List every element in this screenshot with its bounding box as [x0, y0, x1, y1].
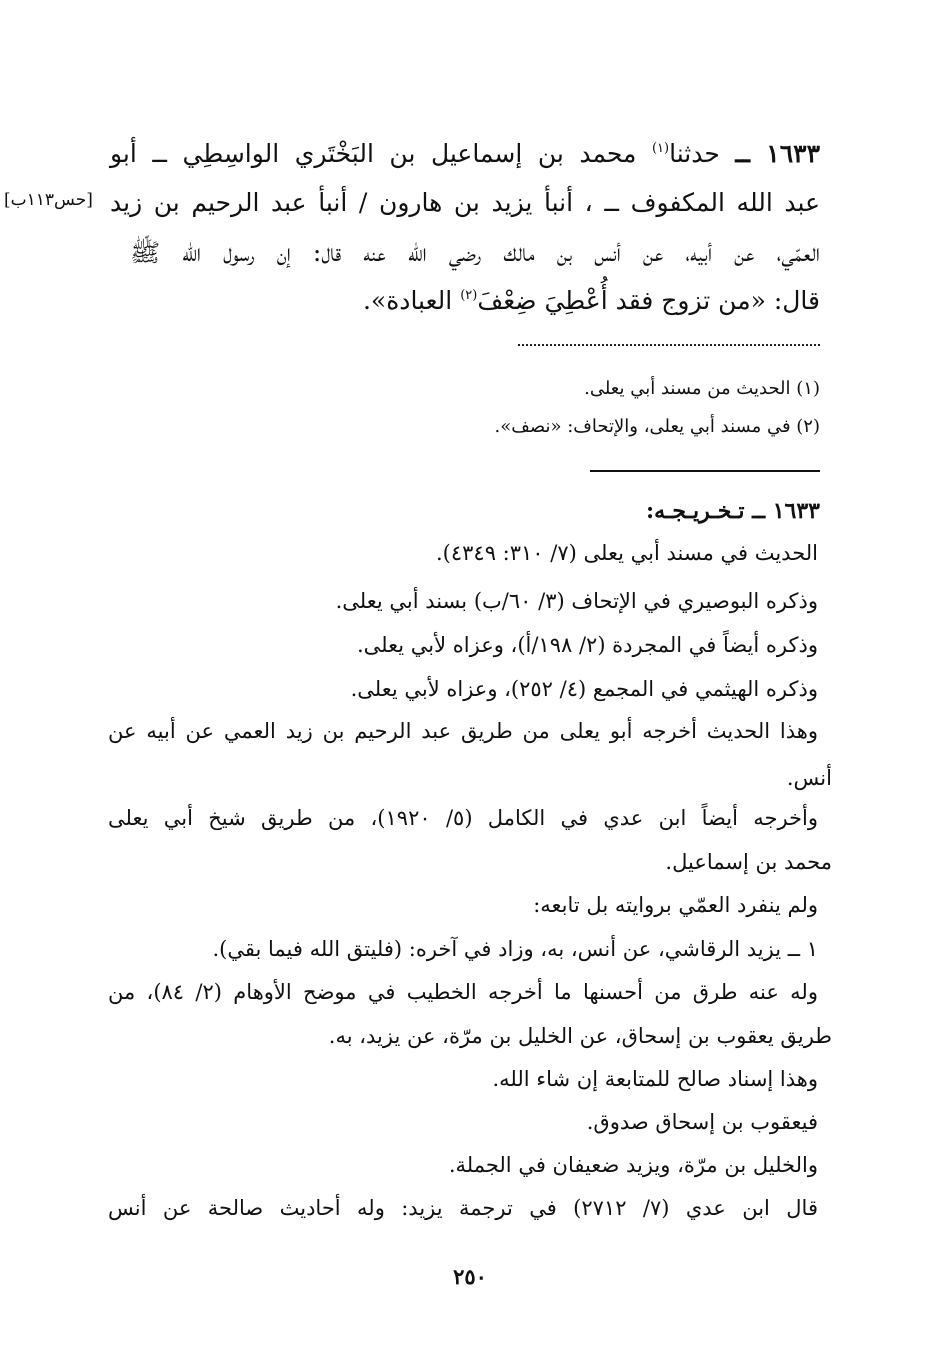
- hadith-line-4: [363, 288, 820, 313]
- takhrij-line: محمد بن إسماعيل.: [665, 850, 832, 874]
- takhrij-line: وهذا الحديث أخرجه أبو يعلى من طريق عبد الرحيم بن زيد العمي عن أبيه عن: [108, 719, 818, 743]
- takhrij-line: أنس.: [786, 766, 832, 790]
- takhrij-line: طريق يعقوب بن إسحاق، عن الخليل بن مرّة، عن يزيد، به.: [328, 1024, 832, 1048]
- takhrij-line: وذكره البوصيري في الإتحاف (٣/ ٦٠/ب) بسند أبي يعلى.: [335, 589, 818, 613]
- section-divider: [590, 470, 820, 472]
- footnote-ref-2: (٢): [460, 288, 478, 303]
- footnote-2: (٢) في مسند أبي يعلى، والإتحاف: «نصف».: [494, 416, 820, 437]
- footnote-separator: [518, 344, 820, 350]
- takhrij-line: وذكره أيضاً في المجردة (٢/ ١٩٨/أ)، وعزاه لأبي يعلى.: [356, 633, 818, 657]
- takhrij-line: وذكره الهيثمي في المجمع (٤/ ٢٥٢)، وعزاه لأبي يعلى.: [350, 677, 818, 701]
- hadith-line-2: عبد الله المكفوف ــ ، أنبأ يزيد بن هارون / أنبأ عبد الرحيم بن زيد: [110, 188, 820, 217]
- takhrij-line: وهذا إسناد صالح للمتابعة إن شاء الله.: [492, 1067, 818, 1091]
- hadith-line-3: العمّي، عن أبيه، عن أنس بن مالك رضي الله عنه قال: إن رسول الله ﷺ: [130, 238, 820, 267]
- takhrij-line: والخليل بن مرّة، ويزيد ضعيفان في الجملة.: [448, 1153, 818, 1177]
- takhrij-line: ١ ــ يزيد الرقاشي، عن أنس، به، وزاد في آخره: (فليتق الله فيما بقي).: [212, 937, 818, 961]
- hadith-number: ١٦٣٣ ــ: [735, 139, 820, 168]
- hadith-line-4-a: قال: «من تزوج فقد أُعْطِيَ ضِعْفَ: [477, 286, 820, 315]
- footnote-1: (١) الحديث من مسند أبي يعلى.: [584, 378, 820, 399]
- takhrij-line: الحديث في مسند أبي يعلى (٧/ ٣١٠: ٤٣٤٩).: [435, 541, 818, 565]
- takhrij-line: وله عنه طرق من أحسنها ما أخرجه الخطيب في موضح الأوهام (٢/ ٨٤)، من: [108, 980, 818, 1004]
- takhrij-line: ولم ينفرد العمّي بروايته بل تابعه:: [533, 893, 818, 917]
- takhrij-line: قال ابن عدي (٧/ ٢٧١٢) في ترجمة يزيد: وله أحاديث صالحة عن أنس: [108, 1196, 818, 1220]
- hadith-line-4-b: العبادة».: [362, 286, 461, 315]
- manuscript-margin-note: [حس١١٣ب]: [4, 190, 93, 210]
- footnote-ref-1: (١): [651, 141, 670, 156]
- takhrij-line: فيعقوب بن إسحاق صدوق.: [586, 1110, 818, 1134]
- takhrij-heading: ١٦٣٣ ــ تـخـريـجـه:: [646, 498, 820, 524]
- hadith-line-1-a: حدثنا: [669, 139, 720, 168]
- page-number: ٢٥٠: [453, 1264, 487, 1289]
- hadith-line-1: [110, 141, 820, 166]
- hadith-line-1-b: محمد بن إسماعيل بن البَخْتَري الواسِطِي ــ أبو: [110, 139, 652, 168]
- takhrij-line: وأخرجه أيضاً ابن عدي في الكامل (٥/ ١٩٢٠)، من طريق شيخ أبي يعلى: [108, 806, 818, 830]
